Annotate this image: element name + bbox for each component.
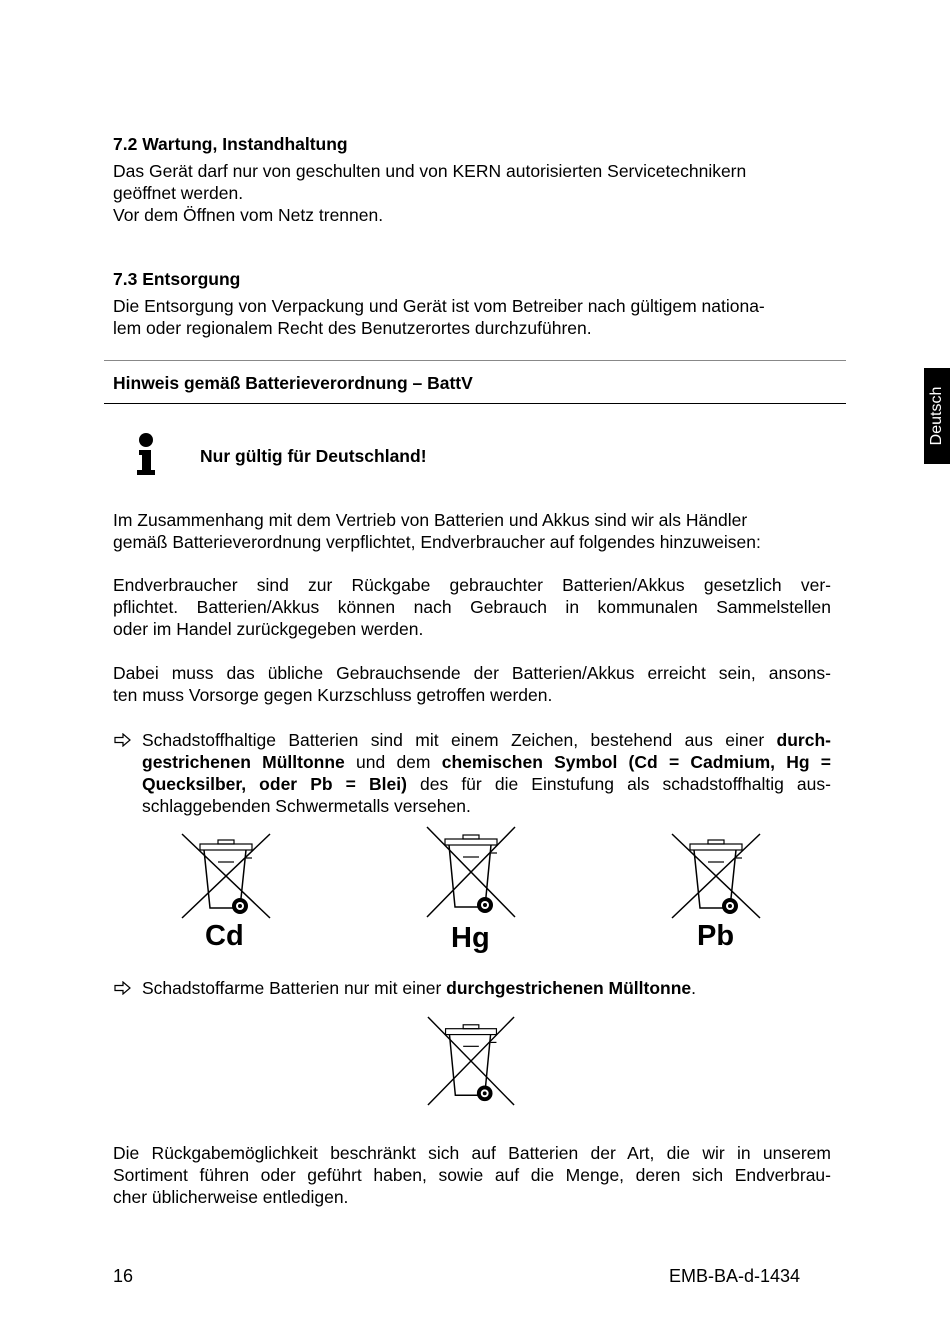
paragraph-2 [113, 574, 831, 640]
text-line [142, 773, 831, 795]
text-span: des für die Einstufung als schadstoffhaltig aus- [406, 774, 831, 794]
symbol-hg: Hg [451, 922, 490, 954]
text-line: lem oder regionalem Recht des Benutzerortes durchzuführen. [113, 318, 592, 338]
crossed-out-bin-icon [425, 825, 517, 919]
text-line: ten muss Vorsorge gegen Kurzschluss getroffen werden. [113, 685, 553, 705]
text-span-bold: chemischen Symbol (Cd = Cadmium, Hg = [441, 752, 832, 772]
text-span-bold: durch- [776, 730, 831, 750]
text-line [142, 729, 831, 751]
arrow-right-icon [114, 733, 132, 747]
text-line: geöffnet werden. [113, 183, 244, 203]
info-icon [134, 432, 160, 476]
text-line: Endverbraucher sind zur Rückgabe gebrauchter Batterien/Akkus gesetzlich ver- [113, 575, 831, 595]
text-line [142, 751, 831, 773]
crossed-out-bin-icon [180, 832, 272, 920]
symbol-cd: Cd [205, 920, 244, 952]
text-line: gemäß Batterieverordnung verpflichtet, Endverbraucher auf folgendes hinzuweisen: [113, 532, 761, 552]
text-line: schlaggebenden Schwermetalls versehen. [142, 796, 471, 816]
section-heading-7-3: 7.3 Entsorgung [113, 269, 241, 289]
text-span-bold: gestrichenen Mülltonne [142, 752, 345, 772]
section-7-2-text [113, 160, 837, 226]
text-span: und dem [344, 752, 442, 772]
bullet-1 [142, 729, 831, 817]
symbol-pb: Pb [697, 920, 735, 952]
paragraph-1 [113, 509, 831, 553]
arrow-right-icon [114, 981, 132, 995]
paragraph-4 [113, 1142, 831, 1208]
text-line: Im Zusammenhang mit dem Vertrieb von Batterien und Akkus sind wir als Händler [113, 510, 748, 530]
crossed-out-bin-icon [425, 1015, 517, 1107]
text-span: Schadstoffarme Batterien nur mit einer [142, 978, 447, 998]
language-tab-label: Deutsch [928, 386, 945, 446]
divider-top [104, 360, 846, 361]
hinweis-title: Hinweis gemäß Batterieverordnung – BattV [113, 373, 473, 393]
text-line: cher üblicherweise entledigen. [113, 1187, 349, 1207]
crossed-out-bin-icon [670, 832, 762, 920]
text-span-bold: Quecksilber, oder Pb = Blei) [142, 774, 407, 794]
paragraph-3 [113, 662, 831, 706]
text-span-bold: durchgestrichenen Mülltonne [446, 978, 692, 998]
text-line: Die Entsorgung von Verpackung und Gerät ist vom Betreiber nach gültigem nationa- [113, 296, 765, 316]
text-line: Das Gerät darf nur von geschulten und von KERN autorisierten Servicetechnikern [113, 161, 747, 181]
text-span: . [691, 978, 697, 998]
text-line: pflichtet. Batterien/Akkus können nach Gebrauch in kommunalen Sammelstellen [113, 597, 831, 617]
page-number: 16 [113, 1266, 134, 1286]
text-line: oder im Handel zurückgegeben werden. [113, 619, 424, 639]
text-line: Vor dem Öffnen vom Netz trennen. [113, 205, 384, 225]
text-line: Dabei muss das übliche Gebrauchsende der Batterien/Akkus erreicht sein, ansons- [113, 663, 831, 683]
bullet-2 [142, 977, 696, 999]
section-7-3-text [113, 295, 837, 339]
section-heading-7-2: 7.2 Wartung, Instandhaltung [113, 134, 348, 154]
divider-bottom [104, 403, 846, 404]
text-line: Sortiment führen oder geführt haben, sowie auf die Menge, deren sich Endverbrau- [113, 1165, 831, 1185]
document-id: EMB-BA-d-1434 [669, 1266, 801, 1286]
info-note: Nur gültig für Deutschland! [200, 446, 427, 466]
text-line: Die Rückgabemöglichkeit beschränkt sich auf Batterien der Art, die wir in unserem [113, 1143, 831, 1163]
language-tab [924, 368, 950, 464]
text-span: Schadstoffhaltige Batterien sind mit einem Zeichen, bestehend aus einer [142, 730, 777, 750]
